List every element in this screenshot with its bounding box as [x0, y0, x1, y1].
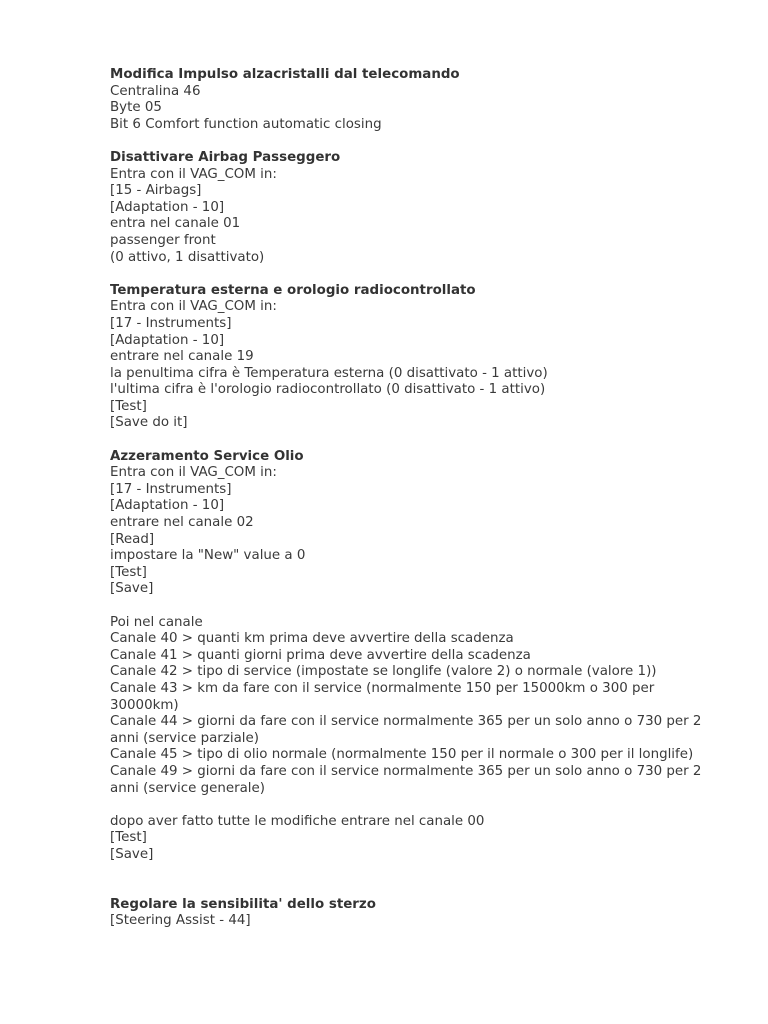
text-line: Bit 6 Comfort function automatic closing	[110, 116, 382, 132]
text-line: Canale 43 > km da fare con il service (normalmente 150 per 15000km o 300 per 30000km)	[110, 680, 655, 713]
text-line: Canale 42 > tipo di service (impostate se longlife (valore 2) o normale (valore 1))	[110, 664, 657, 680]
text-line: dopo aver fatto tutte le modifiche entrare nel canale 00	[110, 813, 485, 829]
text-line: [Adaptation - 10]	[110, 332, 225, 348]
text-line: Entra con il VAG_COM in:	[110, 166, 277, 182]
text-line: Byte 05	[110, 100, 162, 116]
text-line: Poi nel canale	[110, 614, 203, 630]
text-line: [Steering Assist - 44]	[110, 913, 251, 929]
text-line: [Adaptation - 10]	[110, 498, 225, 514]
section-steering	[110, 897, 710, 930]
text-line: [17 - Instruments]	[110, 315, 232, 331]
section-heading: Regolare la sensibilita' dello sterzo	[110, 896, 376, 912]
text-line: Entra con il VAG_COM in:	[110, 299, 277, 315]
text-line: Canale 40 > quanti km prima deve avvertire della scadenza	[110, 631, 514, 647]
text-line: Centralina 46	[110, 83, 201, 99]
section-heading: Temperatura esterna e orologio radiocontrollato	[110, 282, 476, 298]
text-line: Canale 45 > tipo di olio normale (normalmente 150 per il normale o 300 per il longlife)	[110, 747, 694, 763]
text-line: Entra con il VAG_COM in:	[110, 465, 277, 481]
text-line: [Save]	[110, 581, 154, 597]
text-line: la penultima cifra è Temperatura esterna (0 disattivato - 1 attivo)	[110, 365, 548, 381]
section-window-remote	[110, 67, 710, 133]
section-temperature-clock	[110, 283, 710, 432]
text-line: [Test]	[110, 398, 147, 414]
text-line: [Test]	[110, 564, 147, 580]
text-line: entrare nel canale 19	[110, 349, 254, 365]
text-line: [Read]	[110, 531, 155, 547]
section-heading: Disattivare Airbag Passeggero	[110, 149, 341, 165]
text-line: l'ultima cifra è l'orologio radiocontrollato (0 disattivato - 1 attivo)	[110, 382, 546, 398]
text-line: [Save]	[110, 846, 154, 862]
text-line: (0 attivo, 1 disattivato)	[110, 249, 265, 265]
text-line: entra nel canale 01	[110, 216, 241, 232]
text-line: impostare la "New" value a 0	[110, 548, 306, 564]
text-line: Canale 41 > quanti giorni prima deve avvertire della scadenza	[110, 647, 531, 663]
text-line: [17 - Instruments]	[110, 481, 232, 497]
document-page	[110, 67, 710, 930]
section-airbag	[110, 150, 710, 266]
text-line: [Save do it]	[110, 415, 188, 431]
text-line: Canale 44 > giorni da fare con il service normalmente 365 per un solo anno o 730 per 2 anni (service parziale)	[110, 714, 702, 746]
text-line: entrare nel canale 02	[110, 515, 254, 531]
section-heading: Modifica Impulso alzacristalli dal telecomando	[110, 67, 460, 82]
text-line: Canale 49 > giorni da fare con il service normalmente 365 per un solo anno o 730 per 2 anni (service generale)	[110, 763, 702, 796]
text-line: [Adaptation - 10]	[110, 199, 225, 215]
section-oil-service	[110, 449, 710, 864]
section-heading: Azzeramento Service Olio	[110, 448, 304, 464]
text-line: [Test]	[110, 830, 147, 846]
text-line: passenger front	[110, 232, 216, 248]
text-line: [15 - Airbags]	[110, 183, 202, 199]
